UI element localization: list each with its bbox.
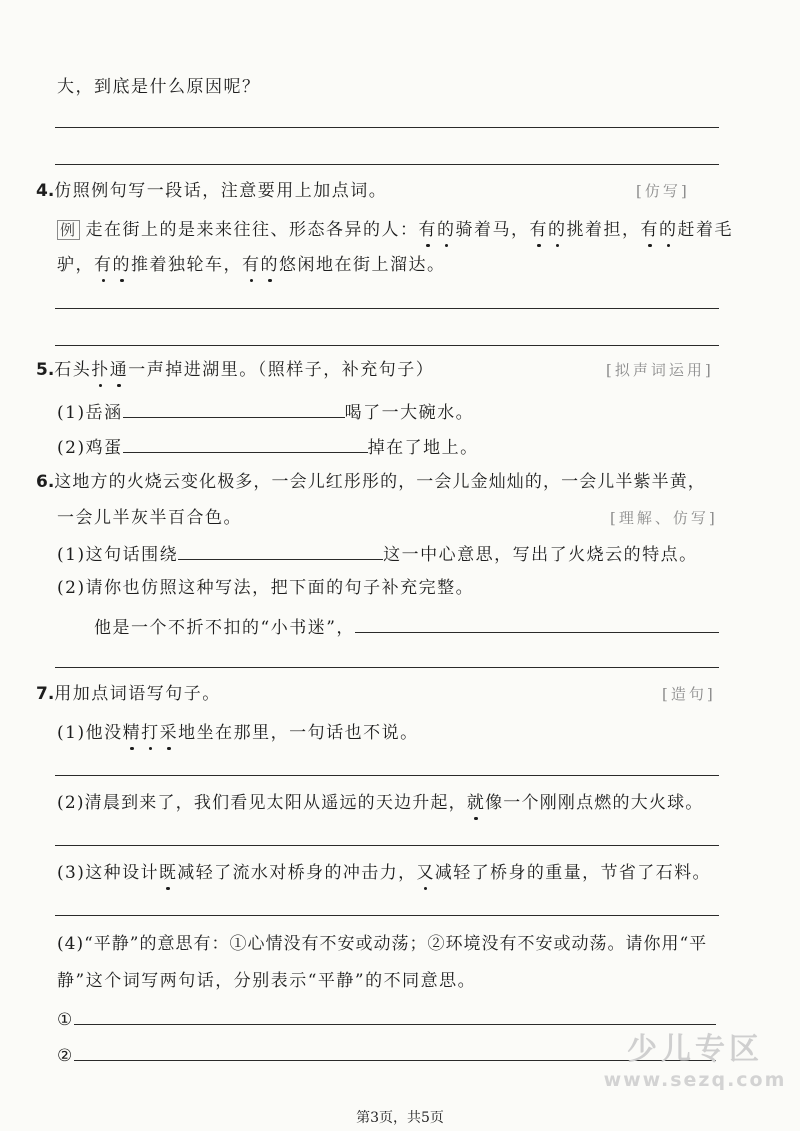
answer-line bbox=[55, 164, 719, 165]
q6-sub2-prompt bbox=[94, 614, 719, 639]
answer-line bbox=[55, 345, 719, 346]
q5-tag: [拟声词运用] bbox=[606, 361, 714, 379]
dotted-chars bbox=[641, 220, 678, 240]
dotted-char: 的 bbox=[437, 220, 456, 240]
q7-sub2-text: 像一个刚刚点燃的大火球。 bbox=[485, 793, 704, 813]
q7-prompt bbox=[36, 683, 221, 705]
q7-sub1 bbox=[57, 722, 419, 744]
dotted-char: 又 bbox=[416, 863, 435, 883]
dotted-chars bbox=[159, 863, 177, 883]
q7-sub4-line2: 静”这个词写两句话，分别表示“平静”的不同意思。 bbox=[57, 971, 477, 991]
q7-text: 用加点词语写句子。 bbox=[54, 684, 221, 704]
q5-text: 一声掉进湖里。（照样子，补充句子） bbox=[128, 360, 435, 380]
dotted-char: 通 bbox=[109, 360, 129, 380]
q5-prompt bbox=[36, 359, 434, 381]
q5-text: 石头 bbox=[54, 360, 92, 380]
dotted-char: 的 bbox=[112, 255, 131, 275]
dotted-chars bbox=[419, 220, 456, 240]
answer-line bbox=[55, 915, 719, 916]
example-text: 推着独轮车， bbox=[131, 255, 242, 275]
dotted-word bbox=[419, 220, 456, 240]
site-watermark bbox=[600, 1032, 790, 1092]
q5-sub2 bbox=[57, 434, 479, 459]
q7-sub1-text: 地坐在那里，一句话也不说。 bbox=[178, 723, 419, 743]
dotted-chars bbox=[417, 863, 435, 883]
example-text: 驴， bbox=[57, 255, 94, 275]
q7-sub4-line1: (4)“平静”的意思有：①心情没有不安或动荡；②环境没有不安或动荡。请你用“平 bbox=[57, 934, 708, 954]
q6-tag: [理解、仿写] bbox=[610, 509, 718, 527]
q7-answer1 bbox=[57, 1006, 716, 1031]
fill-blank[interactable] bbox=[123, 399, 345, 418]
answer-marker: ① bbox=[57, 1010, 74, 1030]
q7-sub2 bbox=[57, 792, 704, 814]
dotted-char: 有 bbox=[242, 255, 261, 275]
q7-sub3-text: (3)这种设计 bbox=[57, 863, 159, 883]
q7-number: 7. bbox=[36, 684, 55, 704]
q6-number: 6. bbox=[36, 472, 55, 492]
q7-sub3-text: 减轻了桥身的重量，节省了石料。 bbox=[434, 863, 711, 883]
q7-sub2-text: (2)清晨到来了，我们看见太阳从遥远的天边升起， bbox=[57, 793, 467, 813]
dotted-char: 有 bbox=[94, 255, 113, 275]
q4-example-line2 bbox=[57, 254, 446, 276]
q4-prompt bbox=[36, 180, 387, 202]
q6-sub1-text: 这一中心意思，写出了火烧云的特点。 bbox=[383, 545, 698, 565]
q4-example-line1 bbox=[57, 219, 733, 241]
q6-sub1-text: (1)这句话围绕 bbox=[57, 545, 179, 565]
example-text: 骑着马， bbox=[455, 220, 530, 240]
q7-sub3-text: 减轻了流水对桥身的冲击力， bbox=[177, 863, 417, 883]
answer-line bbox=[55, 308, 719, 309]
q4-tag: [仿写] bbox=[636, 182, 690, 200]
example-text: 走在街上的是来来往往、形态各异的人： bbox=[85, 220, 419, 240]
dotted-chars bbox=[123, 723, 179, 743]
dotted-char: 有 bbox=[529, 220, 549, 240]
answer-marker: ② bbox=[57, 1046, 74, 1066]
example-text: 赶着毛 bbox=[677, 220, 734, 240]
dotted-char: 就 bbox=[466, 793, 486, 813]
answer-line bbox=[55, 127, 719, 128]
answer-line bbox=[55, 845, 719, 846]
q6-prompt-line1 bbox=[36, 471, 706, 493]
watermark-url: www.sezq.com bbox=[603, 1069, 787, 1091]
answer-line bbox=[55, 775, 719, 776]
page-footer: 第3页，共5页 bbox=[356, 1110, 444, 1126]
q6-sub2-prompt-text: 他是一个不折不扣的“小书迷”， bbox=[94, 618, 355, 638]
fill-blank[interactable] bbox=[74, 1006, 716, 1025]
dotted-chars bbox=[467, 793, 485, 813]
dotted-chars bbox=[242, 255, 279, 275]
dotted-char: 既 bbox=[158, 863, 178, 883]
q5-sub1 bbox=[57, 399, 474, 424]
dotted-chars bbox=[94, 255, 131, 275]
dotted-char: 的 bbox=[260, 255, 279, 275]
q6-sub2: (2)请你也仿照这种写法，把下面的句子补充完整。 bbox=[57, 578, 475, 598]
fill-blank[interactable] bbox=[178, 541, 383, 560]
q5-sub2-text: (2)鸡蛋 bbox=[57, 438, 123, 458]
q4-text: 仿照例句写一段话，注意要用上加点词。 bbox=[54, 181, 388, 201]
dotted-char: 有 bbox=[640, 220, 660, 240]
dotted-char: 的 bbox=[548, 220, 567, 240]
q4-number: 4. bbox=[36, 181, 55, 201]
fill-blank[interactable] bbox=[123, 434, 368, 453]
q5-sub2-text: 掉在了地上。 bbox=[367, 438, 479, 458]
example-text: 悠闲地在街上溜达。 bbox=[279, 255, 446, 275]
q5-number: 5. bbox=[36, 360, 55, 380]
fill-blank[interactable] bbox=[355, 614, 719, 633]
dotted-char: 采 bbox=[159, 723, 179, 743]
q6-sub1 bbox=[57, 541, 698, 566]
q6-text: 这地方的火烧云变化极多，一会儿红彤彤的，一会儿金灿灿的，一会儿半紫半黄， bbox=[54, 472, 706, 492]
q5-sub1-text: 喝了一大碗水。 bbox=[344, 403, 475, 423]
dotted-chars bbox=[91, 360, 128, 380]
answer-line bbox=[55, 667, 719, 668]
dotted-char: 扑 bbox=[91, 360, 110, 380]
q5-sub1-text: (1)岳涵 bbox=[57, 403, 123, 423]
example-text: 挑着担， bbox=[566, 220, 641, 240]
q7-sub1-text: (1)他没 bbox=[57, 723, 123, 743]
intro-tail: 大，到底是什么原因呢？ bbox=[57, 77, 261, 97]
dotted-char: 打 bbox=[141, 723, 160, 743]
watermark-title: 少儿专区 bbox=[627, 1032, 763, 1067]
dotted-char: 的 bbox=[659, 220, 678, 240]
example-label: 例 bbox=[57, 220, 80, 240]
q6-prompt-line2: 一会儿半灰半百合色。 bbox=[57, 508, 242, 528]
q7-tag: [造句] bbox=[662, 685, 716, 703]
dotted-char: 有 bbox=[418, 220, 438, 240]
dotted-chars bbox=[530, 220, 567, 240]
q7-sub3 bbox=[57, 862, 711, 884]
dotted-char: 精 bbox=[122, 723, 142, 743]
